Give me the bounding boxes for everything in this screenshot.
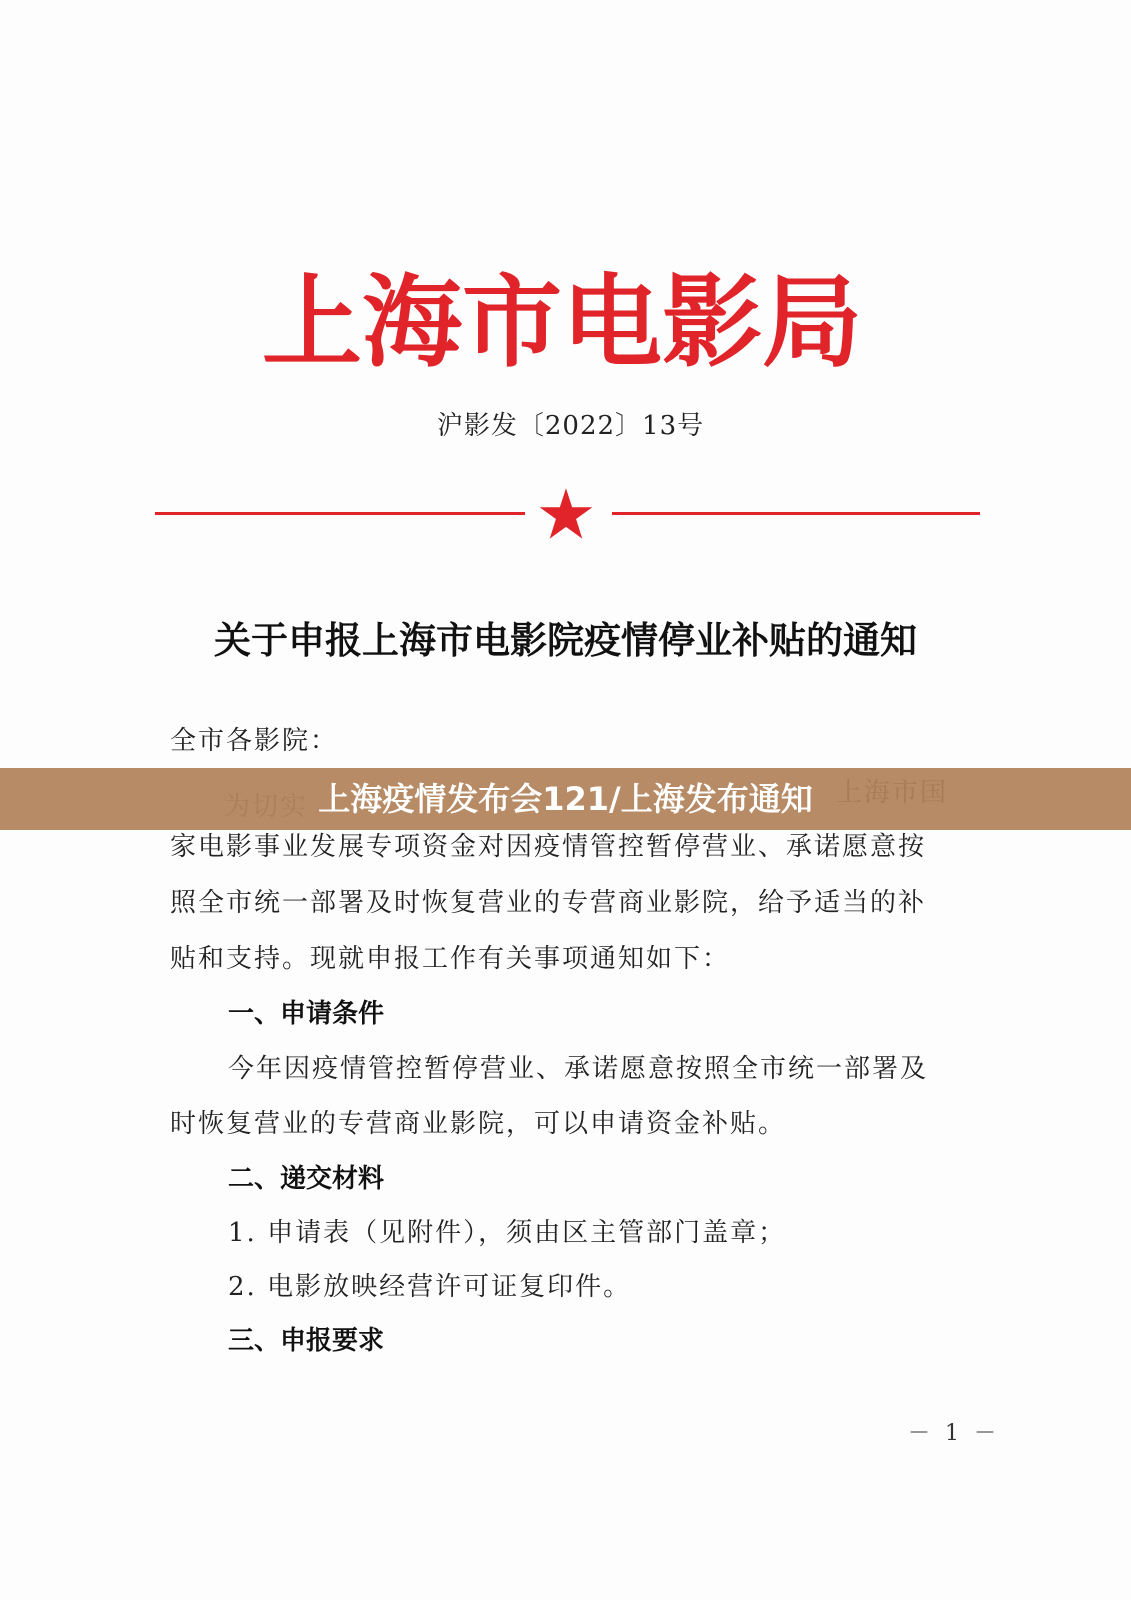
section-2-heading: 二、递交材料 [228, 1164, 385, 1194]
paragraph-1-line-3: 照全市统一部署及时恢复营业的专营商业影院，给予适当的补 [170, 888, 927, 918]
red-divider-left [155, 512, 525, 515]
salutation: 全市各影院： [170, 726, 339, 756]
paragraph-1-line-2: 家电影事业发展专项资金对因疫情管控暂停营业、承诺愿意按 [170, 832, 927, 862]
notice-title: 关于申报上海市电影院疫情停业补贴的通知 [214, 618, 917, 662]
page-number: － 1 － [908, 1421, 1000, 1446]
red-star-icon [538, 486, 594, 542]
section-1-line-1: 今年因疫情管控暂停营业、承诺愿意按照全市统一部署及 [228, 1054, 929, 1084]
section-3-heading: 三、申报要求 [228, 1326, 385, 1356]
section-2-item-1: 1. 申请表（见附件），须由区主管部门盖章； [228, 1218, 787, 1248]
section-2-item-2: 2. 电影放映经营许可证复印件。 [228, 1272, 632, 1302]
section-1-heading: 一、申请条件 [228, 999, 385, 1029]
document-number: 沪影发〔2022〕13号 [436, 411, 705, 441]
paragraph-1-line-4: 贴和支持。现就申报工作有关事项通知如下： [170, 944, 731, 974]
agency-name-heading: 上海市电影局 [262, 263, 862, 381]
section-1-line-2: 时恢复营业的专营商业影院，可以申请资金补贴。 [170, 1109, 787, 1139]
caption-overlay-text: 上海疫情发布会121/上海发布通知 [318, 780, 813, 818]
red-divider-right [612, 512, 980, 515]
